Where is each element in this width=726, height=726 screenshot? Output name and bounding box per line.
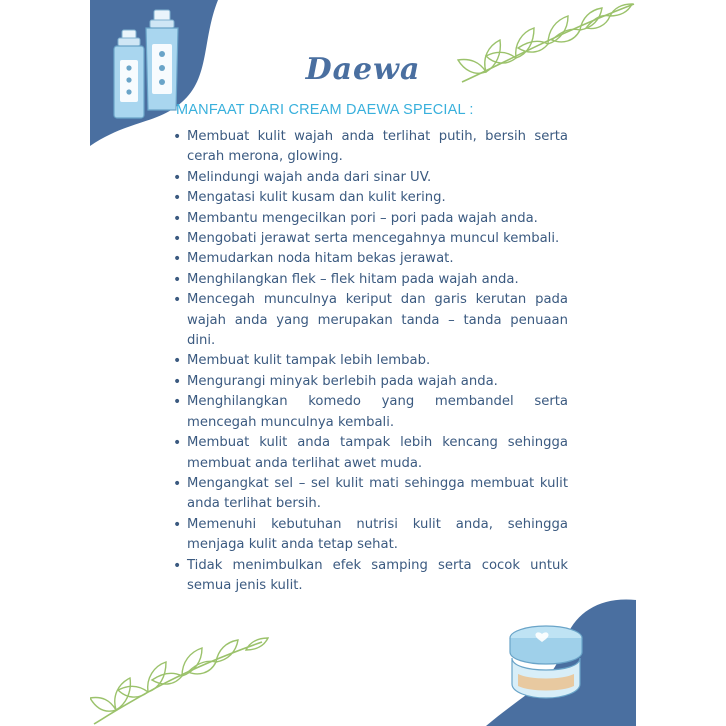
list-item: • Mencegah munculnya keriput dan garis kerutan pada wajah anda yang merupakan tanda – tanda penuaan dini. — [176, 290, 568, 351]
list-item: • Membuat kulit tampak lebih lembab. — [176, 351, 568, 371]
brand-logo: Daewa — [305, 52, 421, 87]
list-item: • Melindungi wajah anda dari sinar UV. — [176, 168, 568, 188]
benefits-list — [176, 127, 568, 596]
cream-jar-icon — [504, 622, 588, 700]
list-item: • Memudarkan noda hitam bekas jerawat. — [176, 249, 568, 269]
list-item: • Mengobati jerawat serta mencegahnya muncul kembali. — [176, 229, 568, 249]
leaf-branch-icon — [90, 632, 270, 726]
list-item: • Memenuhi kebutuhan nutrisi kulit anda, sehingga menjaga kulit anda tetap sehat. — [176, 515, 568, 556]
list-item: • Tidak menimbulkan efek samping serta cocok untuk semua jenis kulit. — [176, 556, 568, 597]
list-item: • Mengangkat sel – sel kulit mati sehingga membuat kulit anda terlihat bersih. — [176, 474, 568, 515]
list-item: • Menghilangkan komedo yang membandel serta mencegah munculnya kembali. — [176, 392, 568, 433]
product-card — [90, 0, 636, 726]
benefits-heading: MANFAAT DARI CREAM DAEWA SPECIAL : — [176, 102, 474, 118]
list-item: • Mengurangi minyak berlebih pada wajah anda. — [176, 372, 568, 392]
list-item: • Membuat kulit anda tampak lebih kencang sehingga membuat anda terlihat awet muda. — [176, 433, 568, 474]
list-item: • Mengatasi kulit kusam dan kulit kering. — [176, 188, 568, 208]
list-item: • Menghilangkan flek – flek hitam pada wajah anda. — [176, 270, 568, 290]
list-item: • Membuat kulit wajah anda terlihat putih, bersih serta cerah merona, glowing. — [176, 127, 568, 168]
list-item: • Membantu mengecilkan pori – pori pada wajah anda. — [176, 209, 568, 229]
